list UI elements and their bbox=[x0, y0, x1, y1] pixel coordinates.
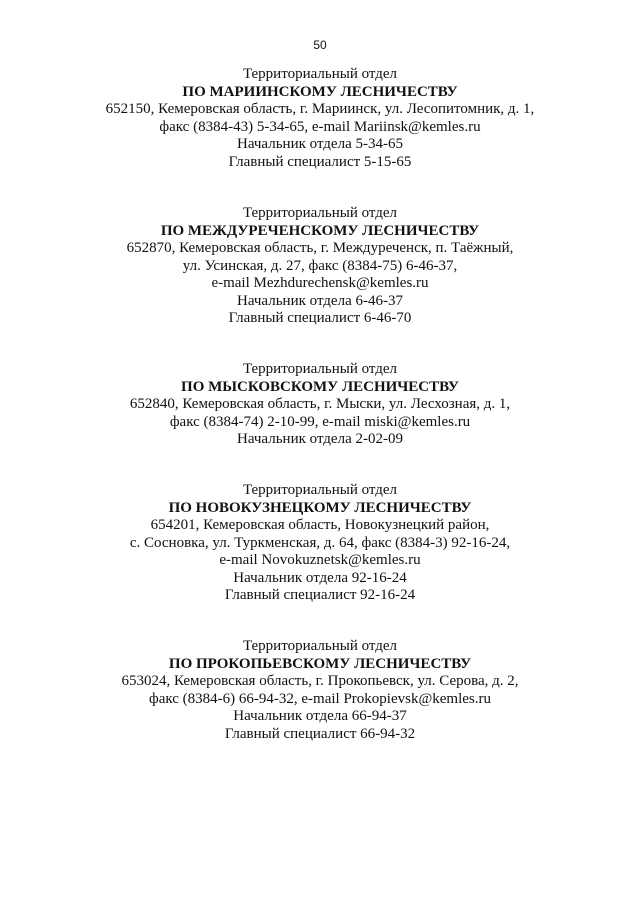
address-line: 652870, Кемеровская область, г. Междуреченск, п. Таёжный, bbox=[126, 240, 514, 256]
email-line: e-mail Mezhdurechensk@kemles.ru bbox=[211, 275, 429, 291]
head-phone: Начальник отдела 2-02-09 bbox=[237, 431, 403, 447]
department-title: ПО НОВОКУЗНЕЦКОМУ ЛЕСНИЧЕСТВУ bbox=[168, 499, 472, 516]
department-subtitle: Территориальный отдел bbox=[242, 361, 398, 377]
email-line: e-mail Novokuznetsk@kemles.ru bbox=[219, 552, 421, 568]
specialist-phone: Главный специалист 5-15-65 bbox=[228, 153, 412, 170]
department-title: ПО МЕЖДУРЕЧЕНСКОМУ ЛЕСНИЧЕСТВУ bbox=[160, 222, 480, 239]
address-line: 653024, Кемеровская область, г. Прокопьевск, ул. Серова, д. 2, bbox=[121, 673, 519, 689]
head-phone: Начальник отдела 92-16-24 bbox=[233, 569, 407, 586]
department-subtitle: Территориальный отдел bbox=[242, 66, 398, 82]
department-title: ПО МАРИИНСКОМУ ЛЕСНИЧЕСТВУ bbox=[182, 83, 458, 100]
contact-line: факс (8384-6) 66-94-32, e-mail Prokopievsk@kemles.ru bbox=[148, 690, 492, 707]
department-subtitle: Территориальный отдел bbox=[242, 205, 398, 221]
department-mezhdurechensk bbox=[0, 205, 640, 328]
address-line: 654201, Кемеровская область, Новокузнецкий район, bbox=[150, 517, 490, 533]
address-line: ул. Усинская, д. 27, факс (8384-75) 6-46-37, bbox=[182, 257, 458, 274]
department-mariinsk bbox=[0, 66, 640, 171]
address-line: 652840, Кемеровская область, г. Мыски, ул. Лесхозная, д. 1, bbox=[129, 396, 511, 412]
department-prokopyevsk bbox=[0, 638, 640, 743]
department-novokuznetsk bbox=[0, 482, 640, 605]
department-title: ПО МЫСКОВСКОМУ ЛЕСНИЧЕСТВУ bbox=[181, 378, 459, 395]
head-phone: Начальник отдела 66-94-37 bbox=[233, 708, 407, 724]
department-subtitle: Территориальный отдел bbox=[242, 638, 398, 654]
specialist-phone: Главный специалист 6-46-70 bbox=[228, 310, 412, 326]
contact-line: факс (8384-74) 2-10-99, e-mail miski@kemles.ru bbox=[169, 413, 471, 430]
head-phone: Начальник отдела 5-34-65 bbox=[237, 136, 403, 152]
address-line: с. Сосновка, ул. Туркменская, д. 64, факс (8384-3) 92-16-24, bbox=[129, 534, 511, 551]
head-phone: Начальник отдела 6-46-37 bbox=[237, 292, 403, 309]
specialist-phone: Главный специалист 92-16-24 bbox=[224, 587, 416, 603]
department-title: ПО ПРОКОПЬЕВСКОМУ ЛЕСНИЧЕСТВУ bbox=[168, 655, 472, 672]
contact-line: факс (8384-43) 5-34-65, e-mail Mariinsk@kemles.ru bbox=[159, 118, 481, 135]
department-subtitle: Территориальный отдел bbox=[242, 482, 398, 498]
specialist-phone: Главный специалист 66-94-32 bbox=[224, 725, 416, 742]
page-number: 50 bbox=[313, 38, 327, 52]
address-line: 652150, Кемеровская область, г. Мариинск, ул. Лесопитомник, д. 1, bbox=[105, 101, 535, 117]
department-myski bbox=[0, 361, 640, 449]
